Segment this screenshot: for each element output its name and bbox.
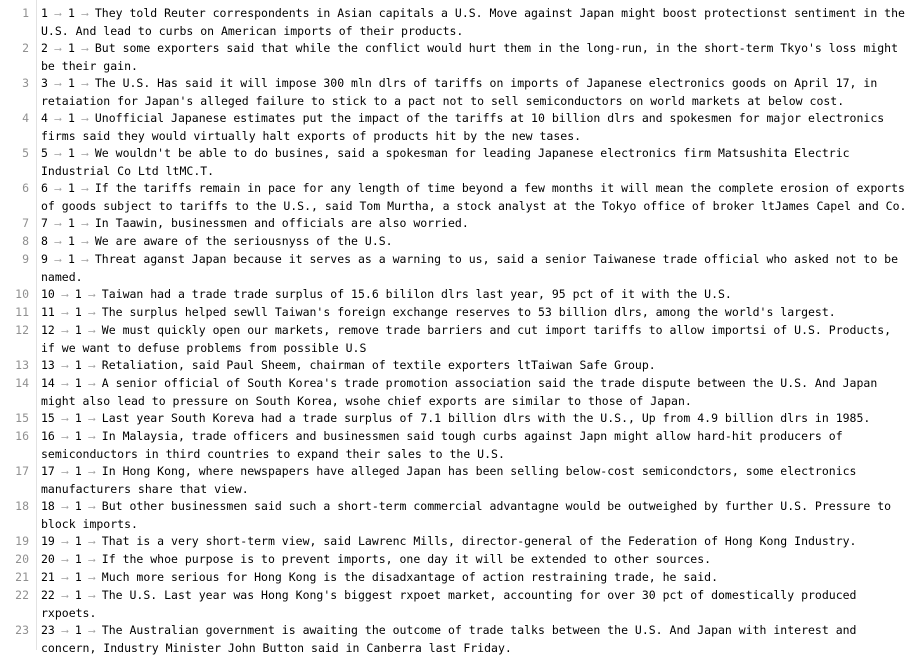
tab-arrow-icon: ⟶ (61, 467, 68, 478)
sentence-text: We must quickly open our markets, remove trade barriers and cut import tariffs to allow importsi of U.S. Products, if we want to defuse problems from possible U.S (41, 323, 892, 355)
editor-line[interactable] (0, 375, 914, 410)
record-id: 21 (41, 570, 55, 584)
line-number: 6 (22, 181, 29, 195)
tab-arrow-icon: ⟶ (81, 114, 88, 125)
line-content[interactable] (36, 357, 914, 375)
tab-arrow-icon: ⟶ (61, 626, 68, 637)
sentence-text: The U.S. Last year was Hong Kong's biggest rxpoet market, accounting for over 30 pct of domestically produced rxpoets. (41, 588, 857, 620)
record-label: 1 (67, 216, 75, 230)
record-id: 3 (41, 76, 48, 90)
record-id: 16 (41, 429, 55, 443)
line-number: 5 (22, 146, 29, 160)
record-id: 5 (41, 146, 48, 160)
line-number: 9 (22, 252, 29, 266)
tab-arrow-icon: ⟶ (81, 79, 88, 90)
tab-arrow-icon: ⟶ (88, 379, 95, 390)
editor-line[interactable] (0, 428, 914, 463)
tab-arrow-icon: ⟶ (88, 537, 95, 548)
editor-line[interactable] (0, 286, 914, 304)
tab-arrow-icon: ⟶ (88, 432, 95, 443)
line-content[interactable] (36, 110, 914, 145)
line-number: 4 (22, 111, 29, 125)
sentence-text: They told Reuter correspondents in Asian capitals a U.S. Move against Japan might boost protectionst sentiment in the U.S. And lead to curbs on American imports of their products. (41, 6, 905, 38)
editor-line[interactable] (0, 180, 914, 215)
sentence-text: A senior official of South Korea's trade promotion association said the trade dispute between the U.S. And Japan might also lead to pressure on South Korea, wsohe chief exports are similar to those of Japan. (41, 376, 878, 408)
line-content[interactable] (36, 375, 914, 410)
tab-arrow-icon: ⟶ (54, 44, 61, 55)
line-content[interactable] (36, 551, 914, 569)
record-id: 20 (41, 552, 55, 566)
sentence-text: That is a very short-term view, said Lawrenc Mills, director-general of the Federation of Hong Kong Industry. (101, 534, 857, 548)
tab-arrow-icon: ⟶ (88, 290, 95, 301)
record-id: 1 (41, 6, 48, 20)
tab-arrow-icon: ⟶ (54, 237, 61, 248)
sentence-text: We wouldn't be able to do busines, said a spokesman for leading Japanese electronics firm Matsushita Electric Industrial Co Ltd ltMC.T. (41, 146, 850, 178)
line-number: 10 (15, 287, 29, 301)
record-label: 1 (67, 181, 75, 195)
record-id: 7 (41, 216, 48, 230)
editor-line[interactable] (0, 233, 914, 251)
line-number: 14 (15, 376, 29, 390)
tab-arrow-icon: ⟶ (61, 290, 68, 301)
tab-arrow-icon: ⟶ (61, 432, 68, 443)
line-number: 18 (15, 499, 29, 513)
editor-line[interactable] (0, 322, 914, 357)
line-content[interactable] (36, 180, 914, 215)
sentence-text: Much more serious for Hong Kong is the disadxantage of action restraining trade, he said. (101, 570, 718, 584)
line-number: 19 (15, 534, 29, 548)
record-id: 12 (41, 323, 55, 337)
sentence-text: In Taawin, businessmen and officials are also worried. (94, 216, 469, 230)
record-id: 17 (41, 464, 55, 478)
editor-line[interactable] (0, 410, 914, 428)
line-number: 12 (15, 323, 29, 337)
line-content[interactable] (36, 322, 914, 357)
tab-arrow-icon: ⟶ (88, 467, 95, 478)
line-number: 20 (15, 552, 29, 566)
tab-arrow-icon: ⟶ (54, 219, 61, 230)
record-id: 14 (41, 376, 55, 390)
tab-arrow-icon: ⟶ (81, 255, 88, 266)
line-number: 13 (15, 358, 29, 372)
line-number: 7 (22, 216, 29, 230)
tab-arrow-icon: ⟶ (54, 184, 61, 195)
tab-arrow-icon: ⟶ (61, 502, 68, 513)
line-content[interactable] (36, 304, 914, 322)
tab-arrow-icon: ⟶ (81, 9, 88, 20)
tab-arrow-icon: ⟶ (88, 591, 95, 602)
record-id: 11 (41, 305, 55, 319)
record-id: 8 (41, 234, 48, 248)
tab-arrow-icon: ⟶ (54, 114, 61, 125)
tab-arrow-icon: ⟶ (81, 237, 88, 248)
record-id: 15 (41, 411, 55, 425)
record-label: 1 (74, 411, 82, 425)
tab-arrow-icon: ⟶ (61, 555, 68, 566)
record-label: 1 (74, 552, 82, 566)
record-label: 1 (67, 146, 75, 160)
record-label: 1 (74, 534, 82, 548)
line-content[interactable] (36, 233, 914, 251)
tab-arrow-icon: ⟶ (61, 361, 68, 372)
editor-line[interactable] (0, 145, 914, 180)
sentence-text: Unofficial Japanese estimates put the impact of the tariffs at 10 billion dlrs and spokesmen for major electronics firms said they would virtually halt exports of products hit by the new tases. (41, 111, 885, 143)
line-content[interactable] (36, 251, 914, 286)
tab-arrow-icon: ⟶ (61, 308, 68, 319)
record-label: 1 (67, 41, 75, 55)
sentence-text: If the tariffs remain in pace for any length of time beyond a few months it will mean the complete erosion of exports of goods subject to tariffs to the U.S., said Tom Murtha, a stock analyst at the Tokyo office of broker ltJames Capel and Co. (41, 181, 907, 213)
tab-arrow-icon: ⟶ (88, 308, 95, 319)
line-content[interactable] (36, 5, 914, 40)
line-content[interactable] (36, 498, 914, 533)
line-content[interactable] (36, 75, 914, 110)
editor-line[interactable] (0, 215, 914, 233)
editor-line[interactable] (0, 357, 914, 375)
tab-arrow-icon: ⟶ (54, 255, 61, 266)
sentence-text: But other businessmen said such a short-term commercial advantagne would be outweighed by further U.S. Pressure to block imports. (41, 499, 892, 531)
record-label: 1 (67, 76, 75, 90)
line-number: 21 (15, 570, 29, 584)
editor-line[interactable] (0, 587, 914, 622)
line-content[interactable] (36, 410, 914, 428)
editor-line[interactable] (0, 463, 914, 498)
line-content[interactable] (36, 428, 914, 463)
record-label: 1 (74, 358, 82, 372)
sentence-text: The surplus helped sewll Taiwan's foreign exchange reserves to 53 billion dlrs, among the world's largest. (101, 305, 836, 319)
record-id: 18 (41, 499, 55, 513)
line-number: 2 (22, 41, 29, 55)
record-label: 1 (74, 623, 82, 637)
tab-arrow-icon: ⟶ (61, 414, 68, 425)
line-number: 16 (15, 429, 29, 443)
editor-line[interactable] (0, 40, 914, 75)
editor-line[interactable] (0, 304, 914, 322)
line-content[interactable] (36, 463, 914, 498)
sentence-text: Taiwan had a trade trade surplus of 15.6 bililon dlrs last year, 95 pct of it with the U.S. (101, 287, 732, 301)
line-number: 3 (22, 76, 29, 90)
editor-line[interactable] (0, 569, 914, 587)
tab-arrow-icon: ⟶ (61, 591, 68, 602)
sentence-text: Retaliation, said Paul Sheem, chairman of textile exporters ltTaiwan Safe Group. (101, 358, 656, 372)
tab-arrow-icon: ⟶ (88, 573, 95, 584)
tab-arrow-icon: ⟶ (81, 184, 88, 195)
record-id: 13 (41, 358, 55, 372)
record-label: 1 (74, 376, 82, 390)
line-number: 17 (15, 464, 29, 478)
record-label: 1 (74, 570, 82, 584)
line-number: 8 (22, 234, 29, 248)
line-content[interactable] (36, 40, 914, 75)
editor-content[interactable] (0, 5, 914, 657)
record-id: 23 (41, 623, 55, 637)
sentence-text: We are aware of the seriousnyss of the U.S. (94, 234, 393, 248)
tab-arrow-icon: ⟶ (88, 626, 95, 637)
tab-arrow-icon: ⟶ (81, 219, 88, 230)
tab-arrow-icon: ⟶ (88, 555, 95, 566)
record-id: 6 (41, 181, 48, 195)
editor-line[interactable] (0, 5, 914, 40)
editor-line[interactable] (0, 622, 914, 657)
record-label: 1 (74, 287, 82, 301)
line-content[interactable] (36, 569, 914, 587)
tab-arrow-icon: ⟶ (61, 573, 68, 584)
record-label: 1 (74, 588, 82, 602)
line-number: 23 (15, 623, 29, 637)
editor-line[interactable] (0, 75, 914, 110)
tab-arrow-icon: ⟶ (54, 149, 61, 160)
editor-line[interactable] (0, 551, 914, 569)
tab-arrow-icon: ⟶ (61, 537, 68, 548)
record-id: 10 (41, 287, 55, 301)
tab-arrow-icon: ⟶ (54, 9, 61, 20)
tab-arrow-icon: ⟶ (61, 379, 68, 390)
line-number: 1 (22, 6, 29, 20)
tab-arrow-icon: ⟶ (88, 361, 95, 372)
record-label: 1 (67, 252, 75, 266)
sentence-text: If the whoe purpose is to prevent imports, one day it will be extended to other sources. (101, 552, 712, 566)
sentence-text: But some exporters said that while the conflict would hurt them in the long-run, in the short-term Tkyo's loss might be their gain. (41, 41, 899, 73)
line-content[interactable] (36, 587, 914, 622)
record-label: 1 (74, 499, 82, 513)
tab-arrow-icon: ⟶ (88, 326, 95, 337)
record-label: 1 (74, 305, 82, 319)
line-content[interactable] (36, 215, 914, 233)
sentence-text: In Malaysia, trade officers and businessmen said tough curbs against Japn might allow hard-hit producers of semiconductors in third countries to expand their sales to the U.S. (41, 429, 843, 461)
editor-line[interactable] (0, 110, 914, 145)
tab-arrow-icon: ⟶ (81, 44, 88, 55)
line-number: 11 (15, 305, 29, 319)
record-id: 2 (41, 41, 48, 55)
sentence-text: The U.S. Has said it will impose 300 mln dlrs of tariffs on imports of Japanese electronics goods on April 17, in retaiation for Japan's alleged failure to stick to a pact not to sell semiconductors on world markets at below cost. (41, 76, 878, 108)
tab-arrow-icon: ⟶ (81, 149, 88, 160)
line-content[interactable] (36, 533, 914, 551)
record-id: 22 (41, 588, 55, 602)
sentence-text: Last year South Koreva had a trade surplus of 7.1 billion dlrs with the U.S., Up from 4.9 billion dlrs in 1985. (101, 411, 871, 425)
record-label: 1 (74, 323, 82, 337)
line-number: 22 (15, 588, 29, 602)
record-label: 1 (67, 234, 75, 248)
record-label: 1 (67, 111, 75, 125)
record-id: 19 (41, 534, 55, 548)
line-content[interactable] (36, 286, 914, 304)
tab-arrow-icon: ⟶ (88, 414, 95, 425)
tab-arrow-icon: ⟶ (54, 79, 61, 90)
tab-arrow-icon: ⟶ (61, 326, 68, 337)
record-label: 1 (74, 429, 82, 443)
record-label: 1 (74, 464, 82, 478)
sentence-text: Threat aganst Japan because it serves as a warning to us, said a senior Taiwanese trade official who asked not to be named. (41, 252, 899, 284)
line-content[interactable] (36, 622, 914, 657)
line-content[interactable] (36, 145, 914, 180)
editor-line[interactable] (0, 498, 914, 533)
editor-line[interactable] (0, 251, 914, 286)
sentence-text: In Hong Kong, where newspapers have alleged Japan has been selling below-cost semicondctors, some electronics manufacturers share that view. (41, 464, 857, 496)
tab-arrow-icon: ⟶ (88, 502, 95, 513)
record-id: 4 (41, 111, 48, 125)
line-number: 15 (15, 411, 29, 425)
record-id: 9 (41, 252, 48, 266)
record-label: 1 (67, 6, 75, 20)
editor-line[interactable] (0, 533, 914, 551)
sentence-text: The Australian government is awaiting the outcome of trade talks between the U.S. And Japan with interest and concern, Industry Minister John Button said in Canberra last Friday. (41, 623, 857, 655)
